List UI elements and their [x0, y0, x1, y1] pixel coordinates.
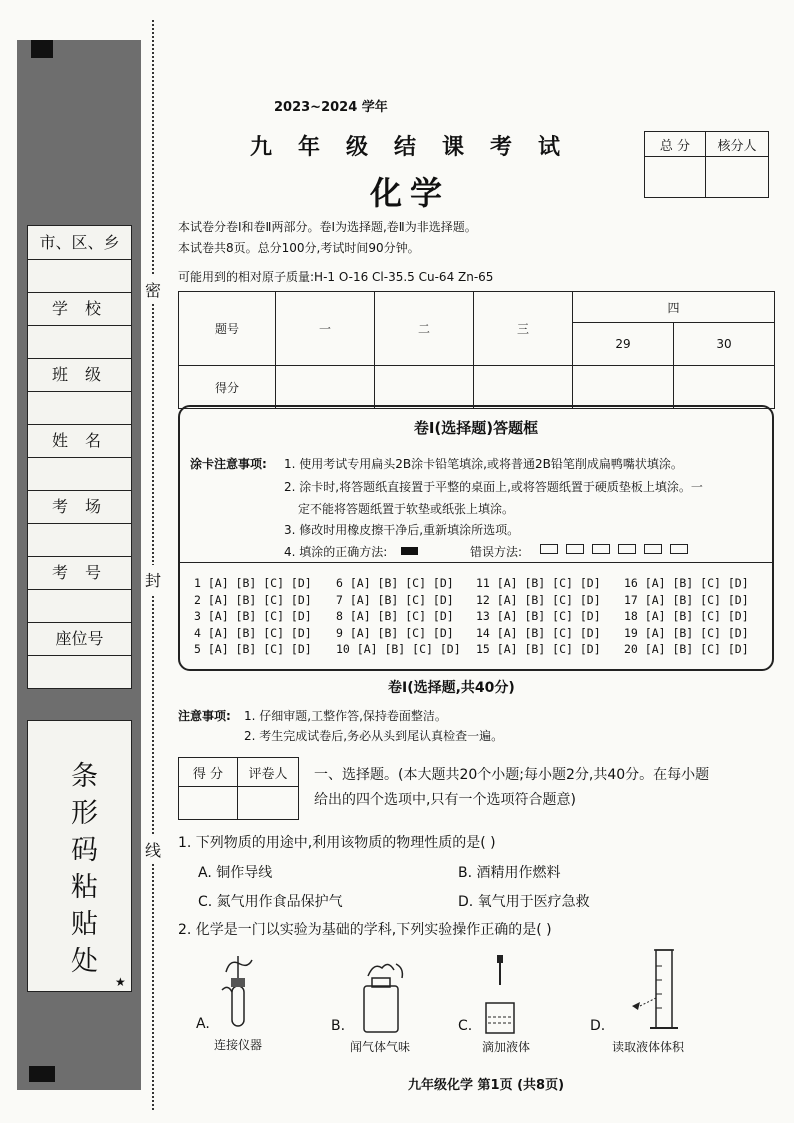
- q1-option-c[interactable]: C. 氮气用作食品保护气: [198, 894, 343, 910]
- q2-caption-c: 滴加液体: [482, 1040, 531, 1054]
- star-mark: ★: [115, 975, 126, 989]
- section-2: 二: [375, 292, 474, 366]
- atomic-masses: 可能用到的相对原子质量:H-1 O-16 Cl-35.5 Cu-64 Zn-65: [178, 270, 494, 284]
- notes-label: 涂卡注意事项:: [190, 457, 267, 471]
- seal-char-mi: 密: [145, 275, 161, 304]
- answer-q12[interactable]: 12 [A] [B] [C] [D]: [476, 592, 601, 607]
- seal-char-feng: 封: [145, 565, 161, 594]
- smell-gas-illustration: [358, 958, 410, 1034]
- total-score-label: 总 分: [645, 132, 706, 157]
- q2-caption-a: 连接仪器: [214, 1038, 263, 1052]
- score-cell-2[interactable]: [375, 366, 474, 409]
- answer-q13[interactable]: 13 [A] [B] [C] [D]: [476, 609, 601, 623]
- instruction-line-2: 本试卷共8页。总分100分,考试时间90分钟。: [178, 241, 420, 255]
- answer-q7[interactable]: 7 [A] [B] [C] [D]: [336, 592, 454, 607]
- instruction-line-1: 本试卷分卷Ⅰ和卷Ⅱ两部分。卷Ⅰ为选择题,卷Ⅱ为非选择题。: [178, 220, 477, 234]
- wrong-sample-partial: [644, 544, 662, 554]
- section-3: 三: [474, 292, 573, 366]
- exam-title: 九年级结课考试: [250, 134, 587, 160]
- q2-option-a[interactable]: A.: [196, 1016, 210, 1032]
- answer-q11[interactable]: 11 [A] [B] [C] [D]: [476, 576, 601, 590]
- school-year: 2023~2024 学年: [274, 100, 388, 115]
- score-cell-30[interactable]: [674, 366, 775, 409]
- student-info-box: [27, 225, 132, 689]
- subject-title: 化学: [370, 174, 451, 212]
- reviewer-cell[interactable]: [706, 157, 769, 198]
- answer-column-4: [624, 575, 749, 658]
- answer-q14[interactable]: 14 [A] [B] [C] [D]: [476, 625, 601, 640]
- field-name[interactable]: 姓 名: [28, 424, 131, 491]
- answer-q1[interactable]: 1 [A] [B] [C] [D]: [194, 576, 312, 590]
- add-liquid-illustration: [482, 955, 522, 1035]
- wrong-sample-circle: [566, 544, 584, 554]
- answer-frame: [178, 405, 774, 671]
- answer-frame-title: 卷Ⅰ(选择题)答题框: [413, 419, 539, 437]
- section-title-2: 给出的四个选项中,只有一个选项符合题意): [314, 792, 576, 808]
- field-seat-number[interactable]: 座位号: [28, 622, 131, 688]
- field-school[interactable]: 学 校: [28, 292, 131, 359]
- field-class[interactable]: 班 级: [28, 358, 131, 425]
- note-2b: 定不能将答题纸置于软垫或纸张上填涂。: [298, 502, 515, 516]
- field-exam-room[interactable]: 考 场: [28, 490, 131, 557]
- wrong-sample-line: [618, 544, 636, 554]
- section-4: 四: [573, 292, 775, 323]
- answer-q2[interactable]: 2 [A] [B] [C] [D]: [194, 592, 312, 607]
- q2-option-b[interactable]: B.: [331, 1018, 346, 1034]
- correct-fill-sample: [401, 547, 418, 555]
- grade-score-label: 得 分: [179, 758, 238, 787]
- answer-q18[interactable]: 18 [A] [B] [C] [D]: [624, 609, 749, 623]
- barcode-area: [27, 720, 132, 992]
- answer-q10[interactable]: 10 [A] [B] [C] [D]: [336, 642, 461, 656]
- answer-q4[interactable]: 4 [A] [B] [C] [D]: [194, 625, 312, 640]
- reviewer-label: 核分人: [706, 132, 769, 157]
- answer-column-1: [194, 575, 312, 658]
- answer-q19[interactable]: 19 [A] [B] [C] [D]: [624, 625, 749, 640]
- grade-score-cell[interactable]: [179, 787, 238, 820]
- wrong-sample-check: [540, 544, 558, 554]
- q1-option-a[interactable]: A. 铜作导线: [198, 865, 273, 881]
- wrong-sample-slash: [670, 544, 688, 554]
- corner-marker-bottom: [29, 1066, 55, 1082]
- answer-q16[interactable]: 16 [A] [B] [C] [D]: [624, 576, 749, 590]
- grade-box: [178, 757, 299, 820]
- q2-option-d[interactable]: D.: [590, 1018, 606, 1034]
- q1-option-b[interactable]: B. 酒精用作燃料: [458, 865, 561, 881]
- note-2a: 2. 涂卡时,将答题纸直接置于平整的桌面上,或将答题纸置于硬质垫板上填涂。一: [284, 480, 703, 494]
- section-1: 一: [276, 292, 375, 366]
- score-table: [178, 291, 775, 409]
- answer-q3[interactable]: 3 [A] [B] [C] [D]: [194, 609, 312, 623]
- answer-column-3: [476, 575, 601, 658]
- q1-option-d[interactable]: D. 氧气用于医疗急救: [458, 894, 590, 910]
- field-district[interactable]: 市、区、乡: [28, 226, 131, 293]
- answer-q20[interactable]: 20 [A] [B] [C] [D]: [624, 642, 749, 656]
- note-1: 1. 使用考试专用扁头2B涂卡铅笔填涂,或将普通2B铅笔削成扁鸭嘴状填涂。: [284, 457, 683, 471]
- graduated-cylinder-illustration: [626, 946, 686, 1032]
- score-cell-1[interactable]: [276, 366, 375, 409]
- notice-2: 2. 考生完成试卷后,务必从头到尾认真检查一遍。: [244, 729, 504, 743]
- row-label-number: 题号: [179, 292, 276, 366]
- seal-char-xian: 线: [145, 835, 161, 864]
- answer-bubbles: [180, 562, 772, 656]
- score-cell-3[interactable]: [474, 366, 573, 409]
- answer-q6[interactable]: 6 [A] [B] [C] [D]: [336, 576, 454, 590]
- page-footer: 九年级化学 第1页 (共8页): [408, 1078, 565, 1093]
- total-score-cell[interactable]: [645, 157, 706, 198]
- q2-option-c[interactable]: C.: [458, 1018, 473, 1034]
- part1-heading: 卷Ⅰ(选择题,共40分): [388, 680, 515, 696]
- q2-stem: 2. 化学是一门以实验为基础的学科,下列实验操作正确的是( ): [178, 922, 552, 938]
- connect-apparatus-illustration: [218, 950, 262, 1030]
- answer-q9[interactable]: 9 [A] [B] [C] [D]: [336, 625, 454, 640]
- q2-caption-d: 读取液体体积: [612, 1040, 685, 1054]
- section-4-q29: 29: [573, 323, 674, 366]
- answer-q5[interactable]: 5 [A] [B] [C] [D]: [194, 642, 312, 656]
- wrong-method-label: 错误方法:: [470, 545, 523, 559]
- q1-stem: 1. 下列物质的用途中,利用该物质的物理性质的是( ): [178, 835, 496, 851]
- binding-strip: [17, 40, 141, 1090]
- barcode-label: 条形码粘贴处: [66, 761, 97, 983]
- answer-column-2: [336, 575, 461, 658]
- row-label-score: 得分: [179, 366, 276, 409]
- notice-label: 注意事项:: [178, 709, 231, 723]
- score-cell-29[interactable]: [573, 366, 674, 409]
- grade-reviewer-label: 评卷人: [238, 758, 299, 787]
- wrong-method-samples: [532, 541, 688, 555]
- grade-reviewer-cell[interactable]: [238, 787, 299, 820]
- wrong-sample-cross: [592, 544, 610, 554]
- note-3: 3. 修改时用橡皮擦干净后,重新填涂所选项。: [284, 523, 520, 537]
- section-4-q30: 30: [674, 323, 775, 366]
- field-exam-number[interactable]: 考 号: [28, 556, 131, 623]
- section-title: 一、选择题。(本大题共20个小题;每小题2分,共40分。在每小题: [314, 767, 710, 783]
- answer-q8[interactable]: 8 [A] [B] [C] [D]: [336, 609, 454, 623]
- note-4: 4. 填涂的正确方法:: [284, 545, 388, 559]
- total-score-box: [644, 131, 769, 198]
- q2-caption-b: 闻气体气味: [350, 1040, 411, 1054]
- answer-q15[interactable]: 15 [A] [B] [C] [D]: [476, 642, 601, 656]
- answer-q17[interactable]: 17 [A] [B] [C] [D]: [624, 592, 749, 607]
- corner-marker-top: [31, 40, 53, 58]
- notice-1: 1. 仔细审题,工整作答,保持卷面整洁。: [244, 709, 447, 723]
